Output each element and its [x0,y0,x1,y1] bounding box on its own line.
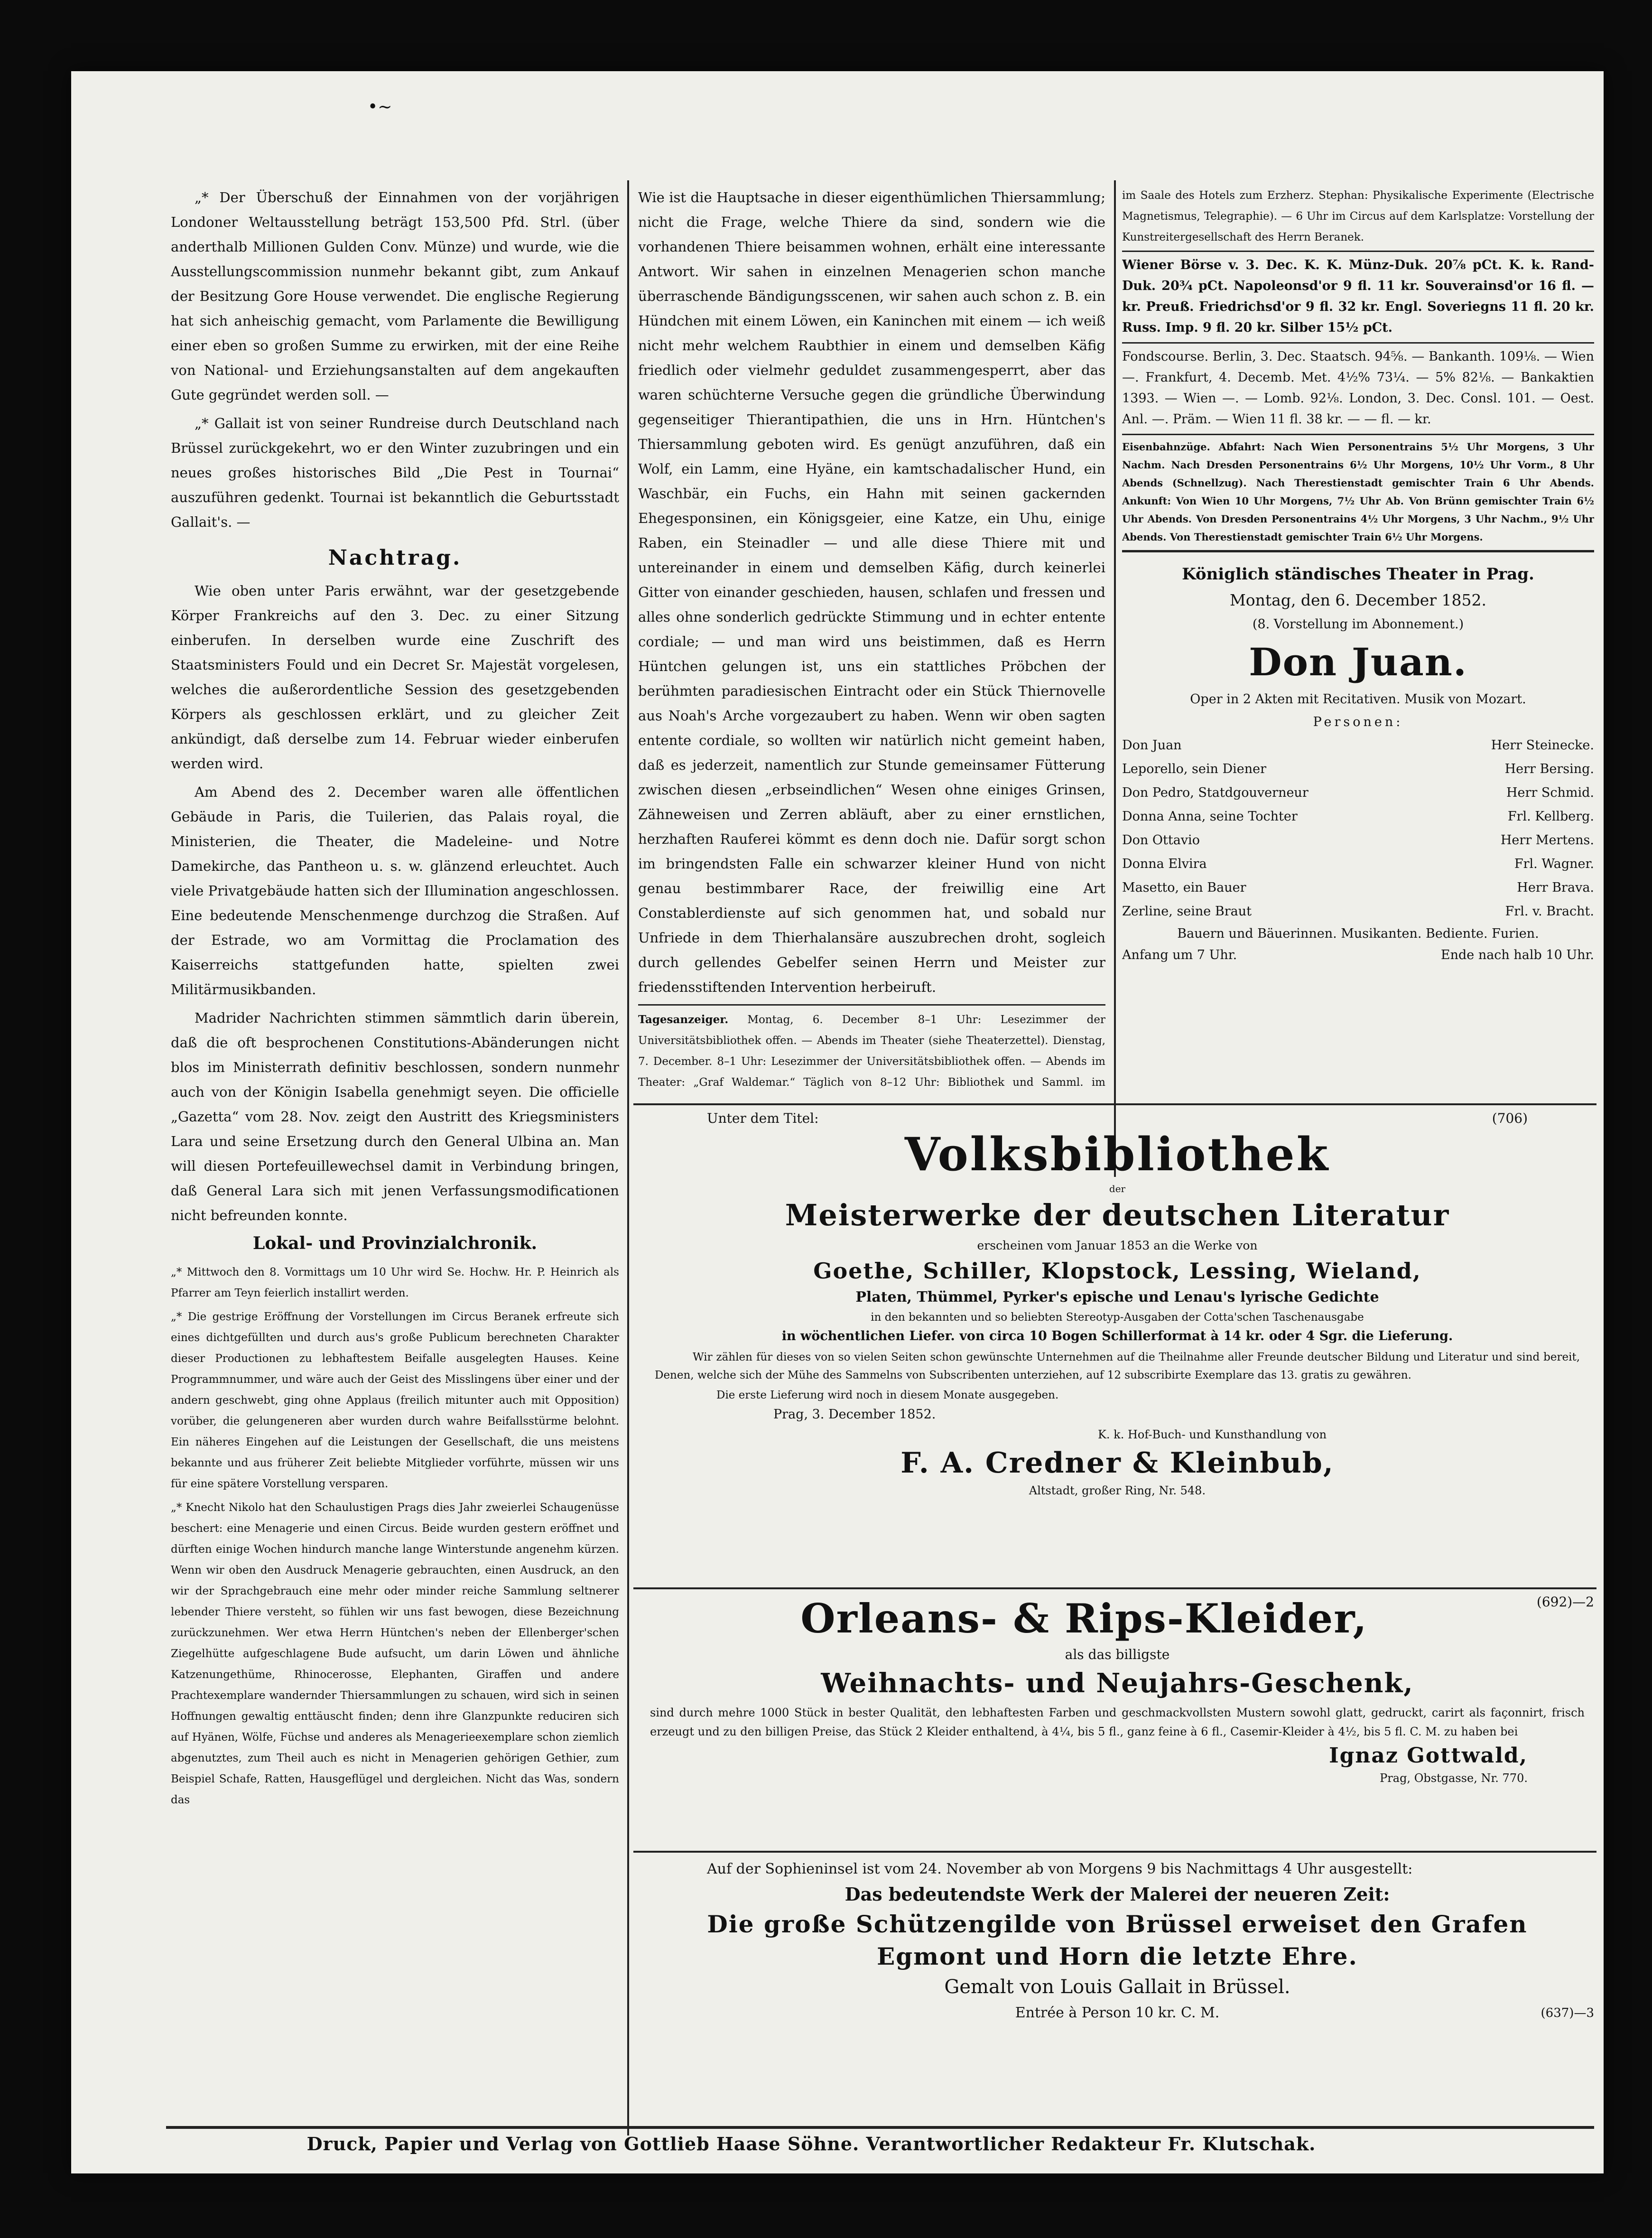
ad-painting-title: Die große Schützengilde von Brüssel erweiset den Grafen [707,1910,1528,1938]
ad-firm-address: Altstadt, großer Ring, Nr. 548. [1029,1484,1206,1497]
article-gallait: „* Gallait ist von seiner Rundreise durch Deutschland nach Brüssel zurückgekehrt, wo er den Winter zuzubringen und ein neues großes historisches Bild „Die Pest in Tournai“ auszuführen gedenkt. Tournai ist bekanntlich die Geburtsstadt Gallait's. — [171,415,619,530]
ad-seller-block [640,1742,1594,1787]
ad-line: Auf der Sophieninsel ist vom 24. November ab von Morgens 9 bis Nachmittags 4 Uhr ausgestellt: [707,1861,1413,1877]
article-london-exhibition: „* Der Überschuß der Einnahmen von der vorjährigen Londoner Weltausstellung beträgt 153,500 Pfd. Strl. (über anderthalb Millionen Gulden Conv. Münze) und wurde, wie die Ausstellungscommission nunmehr bekannt gibt, zum Ankauf der Besitzung Gore House verwendet. Die englische Regierung hat sich anheischig gemacht, vom Parlamente die Bewilligung einer eben so großen Summe zu erwirken, mit der eine Reihe von National- und Erziehungsanstalten auf dem angekauften Gute gegründet werden soll. — [171,189,619,403]
ad-intro: Unter dem Titel: [707,1110,819,1126]
cast-actor: Herr Steinecke. [1491,738,1594,753]
fondscourse: Fondscourse. Berlin, 3. Dec. Staatsch. 94⅝. — Bankanth. 109⅛. — Wien —. Frankfurt, 4. Decemb. Met. 4½% 73¼. — 5% 82⅛. — Bankaktien 1393. — Wien —. — Lomb. 92⅛. London, 3. Dec. Consl. 101. — Oest. Anl. —. Präm. — Wien 11 fl. 38 kr. — — fl. — kr. [1122,349,1594,427]
ad-gallait [640,1858,1594,2124]
cast-row [1122,757,1594,781]
theater-title: Königlich ständisches Theater in Prag. [1182,565,1534,584]
ad-line: Platen, Thümmel, Pyrker's epische und Lenau's lyrische Gedichte [855,1289,1379,1306]
lokal-paragraph: „* Knecht Nikolo hat den Schaulustigen Prags dies Jahr zweierlei Schaugenüsse beschert: eine Menagerie und einen Circus. Beide wurden gestern eröffnet und dürften einige Wochen hindurch manche lange Winterstunde angenehm kürzen. Wenn wir oben den Ausdruck Menagerie gebrauchten, einen Ausdruck, an den wir der Sprachgebrauch eine mehr oder minder reiche Sammlung seltnerer lebender Thiere versteht, so fühlen wir uns fast bewogen, diese Bezeichnung zurückzunehmen. Wer etwa Herrn Hüntchen's neben der Ellenberger'schen Ziegelhütte aufgeschlagene Bude aufsucht, um darin Löwen und ähnliche Katzenungethüme, Rhinocerosse, Elephanten, Giraffen und andere Prachtexemplare wandernder Thiersammlungen zu schauen, wird sich in seinen Hoffnungen gewaltig enttäuscht finden; denn ihre Glanzpunkte reduciren sich auf Hyänen, Wölfe, Füchse und anderes als Menagerieexemplare schon ziemlich abgenutztes, zum Theil auch es nicht in Menagerien gehörigen Gethier, zum Beispiel Schafe, Ratten, Hausgeflügel und dergleichen. Nicht das Was, sondern das [171,1501,619,1806]
section-title-lokal: Lokal- und Provinzialchronik. [252,1233,538,1253]
ad-rule [633,1103,1596,1105]
imprint-footer: Druck, Papier und Verlag von Gottlieb Haase Söhne. Verantwortlicher Redakteur Fr. Klutschak. [306,2133,1316,2154]
divider [1122,550,1594,552]
cast-actor: Herr Bersing. [1504,762,1594,776]
cast-role: Leporello, sein Diener [1122,762,1267,776]
middle-column [638,185,1105,1096]
ad-entry-row [640,2001,1594,2025]
cast-role: Zerline, seine Braut [1122,904,1252,919]
ad-painter: Gemalt von Louis Gallait in Brüssel. [944,1976,1290,1998]
divider [1122,434,1594,435]
theater-play-title: Don Juan. [1249,640,1467,684]
wiener-boerse: Wiener Börse v. 3. Dec. K. K. Münz-Duk. 20⅞ pCt. K. k. Rand-Duk. 20¾ pCt. Napoleonsd'or 9 fl. 11 kr. Souverainsd'or 16 fl. — kr. Preuß. Friedrichsd'or 9 fl. 32 kr. Engl. Soveriegns 11 fl. 20 kr. Russ. Imp. 9 fl. 20 kr. Silber 15½ pCt. [1122,258,1594,335]
ad-reference: (637)—3 [1541,2006,1594,2020]
experiment-notice: im Saale des Hotels zum Erzherz. Stephan: Physikalische Experimente (Electrische Magnetismus, Telegraphie). — 6 Uhr im Circus auf dem Karlsplatze: Vorstellung der Kunstreitergesellschaft des Herrn Beranek. [1122,189,1594,243]
lokal-paragraph: „* Mittwoch den 8. Vormittags um 10 Uhr wird Se. Hochw. Hr. P. Heinrich als Pfarrer am Teyn feierlich installirt werden. [171,1266,619,1299]
cast-row [1122,876,1594,900]
ad-line: als das billigste [1065,1647,1170,1662]
ad-subtitle: Meisterwerke der deutschen Literatur [785,1198,1450,1232]
cast-actor: Herr Mertens. [1500,833,1594,848]
ad-reference: (706) [1492,1110,1528,1126]
divider [1122,251,1594,252]
cast-row [1122,781,1594,805]
ad-body: sind durch mehre 1000 Stück in bester Qualität, den lebhaftesten Farben und geschmackvollsten Mustern sowohl glatt, gedruckt, carirt als façonnirt, frisch erzeugt und zu den billigen Preise, das Stück 2 Kleider enthaltend, à 4¼, bis 5 fl., ganz feine à 6 fl., Casemir-Kleider à 4½, bis 5 fl. C. M. zu haben bei [650,1706,1585,1738]
lokal-paragraph: „* Die gestrige Eröffnung der Vorstellungen im Circus Beranek erfreute sich eines dichtgefüllten und durch aus's große Publicum berechneten Charakter dieser Productionen zu lebhaftestem Beifalle ausgelegten Hauses. Keine Programmnummer, und wäre auch der Geist des Misslingens über einer und der andern geschwebt, ging ohne Applaus (freilich mitunter auch mit Opposition) vorüber, die gelungeneren aber wurden durch wahre Beifallsstürme belohnt. Ein näheres Eingehen auf die Leistungen der Gesellschaft, die uns meistens bekannte und aus früherer Zeit beliebte Mitglieder vorführte, müssen wir uns für eine spätere Vorstellung versparen. [171,1311,619,1490]
cast-row [1122,900,1594,923]
theater-times [1122,944,1594,966]
cast-extra: Bauern und Bäuerinnen. Musikanten. Bediente. Furien. [1177,926,1539,941]
ad-firm-intro: K. k. Hof-Buch- und Kunsthandlung von [1097,1428,1327,1441]
ad-title: Orleans- & Rips-Kleider, [800,1595,1368,1642]
cast-row [1122,852,1594,876]
ink-mark: •~ [368,97,392,117]
newspaper-page [71,71,1604,2173]
cast-actor: Frl. Wagner. [1514,857,1594,871]
column-rule [1114,180,1116,1177]
cast-row [1122,734,1594,757]
ad-rule [633,1587,1596,1589]
cast-role: Donna Anna, seine Tochter [1122,809,1298,824]
eisenbahnzuege: Eisenbahnzüge. Abfahrt: Nach Wien Personentrains 5½ Uhr Morgens, 3 Uhr Nachm. Nach Dresden Personentrains 6½ Uhr Morgens, 10½ Uhr Vorm., 8 Uhr Abends (Schnellzug). Nach Therestienstadt gemischter Train 6 Uhr Abends. Ankunft: Von Wien 10 Uhr Morgens, 7½ Uhr Ab. Von Brünn gemischter Train 6½ Uhr Abends. Von Dresden Personentrains 4½ Uhr Morgens, 3 Uhr Nachm., 9½ Uhr Abends. Von Therestienstadt gemischter Train 6½ Uhr Morgens. [1122,441,1594,543]
theater-date: Montag, den 6. December 1852. [1229,591,1486,609]
article-menagerie-cont: Wie ist die Hauptsache in dieser eigenthümlichen Thiersammlung; nicht die Frage, welche Thiere da sind, sondern wie die vorhandenen Thiere beisammen wohnen, erhält eine interessante Antwort. Wir sahen in einzelnen Menagerien schon manche überraschende Bändigungsscenen, wir sahen auch schon z. B. ein Hündchen mit einem Löwen, ein Kaninchen mit einem — ich weiß nicht mehr welchem Raubthier in einem und demselben Käfig friedlich oder vielmehr geduldet zusammengesperrt, aber das waren schüchterne Versuche gegen die gründliche Überwindung gegenseitiger Thierantipathien, die uns in Hrn. Hüntchen's Thiersammlung geboten wird. Es genügt anzuführen, daß ein Wolf, ein Lamm, eine Hyäne, ein kamtschadalischer Hund, ein Waschbär, ein Fuchs, ein Hahn mit seinen gackernden Ehegesponsinen, ein Königsgeier, eine Katze, ein Uhu, einige Raben, ein Steinadler — und alle diese Thiere mit und untereinander in einem und demselben Käfig, durch keinerlei Gitter von einander geschieden, hausen, schlafen und fressen und alles ohne sonderlich gedrückte Stimmung und in echter entente cordiale; — und man wird uns beistimmen, daß es Herrn Hüntchen gelungen ist, uns ein stattliches Pröbchen der berühmten paradiesischen Eintracht oder ein Stück Thiernovelle aus Noah's Arche vorgezaubert zu haben. Wenn wir oben sagten entente cordiale, so wollten wir natürlich nicht gemeint haben, daß es jederzeit, namentlich zur Stunde gemeinsamer Fütterung zwischen diesen „erbseindlichen“ Wesen ohne einiges Grinsen, Zähneweisen und Zerren abläuft, aber zu einer ernstlichen, herzhaften Rauferei kömmt es denn doch nie. Dafür sorgt schon im bringendsten Falle ein schwarzer kleiner Hund von nicht genau bestimmbarer Race, der freiwillig eine Art Constablerdienste auf sich genommen hat, und sobald nur Unfriede in dem Thierhalansäre auszubrechen droht, sogleich durch gellendes Gebelfer seinen Herrn und Meister zur friedensstiftenden Intervention herbeiruft. [638,189,1105,995]
tagesanzeiger [638,1009,1105,1096]
ad-line: erscheinen vom Januar 1853 an die Werke von [977,1239,1258,1252]
tagesanzeiger-label: Tagesanzeiger. [638,1013,729,1026]
cast-role: Don Juan [1122,738,1182,753]
ad-line: Die erste Lieferung wird noch in diesem Monate ausgegeben. [716,1389,1059,1401]
cast-actor: Herr Schmid. [1506,785,1594,800]
cast-row [1122,829,1594,852]
footer-rule [166,2126,1594,2129]
ad-seller-address: Prag, Obstgasse, Nr. 770. [1380,1772,1528,1785]
theater-start: Anfang um 7 Uhr. [1122,948,1237,962]
ad-rule [633,1851,1596,1853]
ad-painting-title: Egmont und Horn die letzte Ehre. [877,1942,1358,1970]
cast-row [1122,805,1594,829]
cast-table [1122,734,1594,923]
tagesanzeiger-text: Montag, 6. December 8–1 Uhr: Lesezimmer der Universitätsbibliothek offen. — Abends im Theater (siehe Theaterzettel). Dienstag, 7. December. 8–1 Uhr: Lesezimmer der Universitätsbibliothek offen. — Abends im Theater: „Graf Waldemar.“ Täglich von 8–12 Uhr: Bibliothek und Samml. im [638,1014,1105,1089]
ad-title: Volksbibliothek [904,1128,1330,1181]
ad-place-date: Prag, 3. December 1852. [773,1407,936,1422]
ad-reference: (692)—2 [1536,1594,1594,1610]
nachtrag-paragraph: Madrider Nachrichten stimmen sämmtlich darin überein, daß die oft besprochenen Constitutions-Abänderungen nicht blos im Ministerrath definitiv beschlossen, sondern nunmehr auch von der Königin Isabella genehmigt seyen. Die officielle „Gazetta“ vom 28. Nov. zeigt den Austritt des Kriegsministers Lara und seine Ersetzung durch den General Ulbina an. Man will diesen Portefeuillewechsel damit in Verbindung bringen, daß General Lara sich mit jenen Verfassungsmodificationen nicht befreunden konnte. [171,1010,619,1223]
ad-header [640,1110,1594,1126]
ad-line: Das bedeutendste Werk der Malerei der neueren Zeit: [845,1884,1390,1905]
ad-kleider [640,1592,1594,1848]
cast-role: Donna Elvira [1122,857,1207,871]
cast-actor: Frl. v. Bracht. [1505,904,1594,919]
section-title-nachtrag: Nachtrag. [328,546,462,570]
ad-subtitle: Weihnachts- und Neujahrs-Geschenk, [821,1668,1414,1699]
tagesanzeiger-rule [638,1004,1105,1006]
theater-persons-heading: Personen: [1313,715,1403,729]
cast-role: Don Ottavio [1122,833,1200,848]
right-column [1122,185,1594,1096]
ad-authors: Goethe, Schiller, Klopstock, Lessing, Wieland, [813,1258,1421,1284]
ad-entry: Entrée à Person 10 kr. C. M. [1015,2005,1220,2021]
cast-role: Don Pedro, Statdgouverneur [1122,785,1309,800]
ad-der: der [1109,1183,1126,1194]
cast-role: Masetto, ein Bauer [1122,880,1246,895]
nachtrag-paragraph: Wie oben unter Paris erwähnt, war der gesetzgebende Körper Frankreichs auf den 3. Dec. zu einer Sitzung einberufen. In derselben wurde eine Zuschrift des Staatsministers Fould und ein Decret Sr. Majestät vorgelesen, welches die außerordentliche Session des gesetzgebenden Körpers als geschlossen erklärt, und zu gleicher Zeit ankündigt, daß derselbe zum 14. Februar wieder einberufen werden wird. [171,583,619,772]
ad-line: in den bekannten und so beliebten Stereotyp-Ausgaben der Cotta'schen Taschenausgabe [871,1311,1364,1324]
theater-end: Ende nach halb 10 Uhr. [1440,948,1594,962]
ad-body: Wir zählen für dieses von so vielen Seiten schon gewünschte Unternehmen auf die Theilnahme aller Freunde deutscher Bildung und Literatur und sind bereit, Denen, welche sich der Mühe des Sammelns von Subscribenten unterziehen, auf 12 subscribirte Exemplare das 13. gratis zu gewähren. [655,1351,1580,1381]
theater-description: Oper in 2 Akten mit Recitativen. Musik von Mozart. [1190,692,1526,707]
column-rule [627,180,629,2135]
ad-firm: F. A. Credner & Kleinbub, [900,1446,1334,1480]
theater-subscription: (8. Vorstellung im Abonnement.) [1252,617,1464,632]
ad-line: in wöchentlichen Liefer. von circa 10 Bogen Schillerformat à 14 kr. oder 4 Sgr. die Lieferung. [781,1329,1453,1343]
nachtrag-paragraph: Am Abend des 2. December waren alle öffentlichen Gebäude in Paris, die Tuilerien, das Palais royal, die Ministerien, die Theater, die Madeleine- und Notre Damekirche, das Pantheon u. s. w. glänzend erleuchtet. Auch viele Privatgebäude hatten sich der Illumination angeschlossen. Eine bedeutende Menschenmenge durchzog die Straßen. Auf der Estrade, wo am Vormittag die Proclamation des Kaiserreichs stattgefunden hatte, spielten zwei Militärmusikbanden. [171,784,619,998]
cast-actor: Frl. Kellberg. [1507,809,1594,824]
divider [1122,342,1594,344]
ad-seller: Ignaz Gottwald, [1329,1744,1528,1768]
cast-actor: Herr Brava. [1517,880,1594,895]
ad-volksbibliothek [640,1110,1594,1585]
left-column [171,185,619,2121]
